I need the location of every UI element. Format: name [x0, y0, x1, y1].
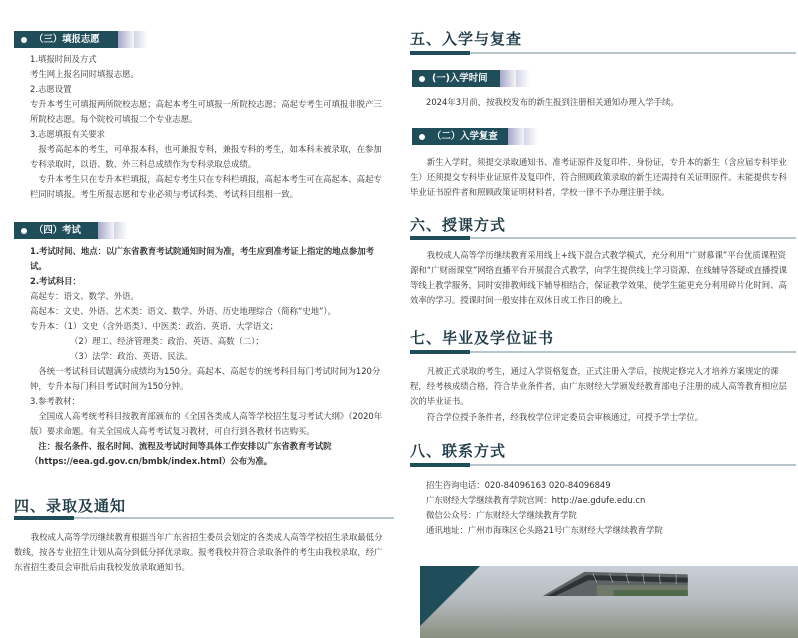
exam-body: [30, 244, 384, 469]
section-divider: [410, 464, 796, 466]
admission-body: 我校成人高等学历继续教育根据当年广东省招生委员会划定的各类成人高等学校招生录取最低分数线，按各专业招生计划从高分到低分择优录取。报考我校并符合录取条件的考生由我校录取，经广东省招生委员会审批后由我校发放录取通知书。: [14, 532, 383, 572]
section-divider: [14, 517, 394, 519]
tag-label: （四）考试: [34, 225, 81, 236]
bullet-dot-icon: [21, 228, 27, 234]
paragraph: 全国成人高考统考科目按教育部颁布的《全国各类成人高等学校招生复习考试大纲》（2020年版）要求命题。有关全国成人高考考试复习教材，可自行到各教材书店购买。: [30, 411, 383, 436]
paragraph: 1.填报时间及方式: [30, 54, 97, 64]
review-body: 新生入学时，须提交录取通知书、准考证原件及复印件、身份证，专升本的新生（含应届专科毕业生）还须提交专科毕业证原件及复印件，符合照顾政策录取的新生还需持有关证明原件。未能提供专科毕业证书原件者和照顾政策证明材料者，学校一律不予办理注册手续。: [410, 157, 787, 197]
paragraph: （2）理工、经济管理类：政治、英语、高数（二）；: [70, 336, 264, 346]
section-tag-review: [412, 128, 538, 145]
section-title-enrollment: 五、入学与复查: [410, 30, 523, 48]
notice-paragraph: 注：报名条件、报名时间、流程及考试时间等具体工作安排以广东省教育考试院（https://eea.gd.gov.cn/bmbk/index.html）公布为准。: [30, 441, 332, 466]
section-divider: [410, 52, 796, 54]
graduation-body: 凡被正式录取的考生，通过入学资格复查，正式注册入学后，按规定修完人才培养方案规定的课程，经考核成绩合格，符合毕业条件者，由广东财经大学颁发经教育部电子注册的成人高等教育相应层次的毕业证书。: [410, 366, 787, 406]
bullet-dot-icon: [21, 37, 27, 43]
teaching-body: 我校成人高等学历继续教育采用线上+线下混合式教学模式，充分利用“广财慕课”平台优质课程资源和“广财雨课堂”网络直播平台开展混合式教学，向学生提供线上学习资源、在线辅导答疑或直播授课等线上教学服务，同时安排教师线下辅导相结合，保证教学效果，使学生能更充分利用碎片化时间、高效率的学习。授课时间一般安排在双休日或工作日的晚上。: [410, 250, 788, 305]
section-title-graduation: 七、毕业及学位证书: [410, 329, 555, 347]
contact-list: [426, 478, 788, 538]
stadium-photo: [420, 566, 798, 638]
paragraph: 3.参考教材：: [30, 396, 80, 406]
section-title-admission: 四、录取及通知: [14, 497, 127, 515]
paragraph: 各统一考试科目试题满分成绩均为150分。高起本、高起专的统考科目每门考试时间为120分钟，专升本每门科目考试时间为150分钟。: [30, 366, 381, 391]
paragraph: 专升本：（1）文史（含外语类）、中医类：政治、英语、大学语文；: [30, 321, 279, 331]
enroll-time-body: 2024年3月前，按我校发布的新生报到注册相关通知办理入学手续。: [426, 97, 679, 107]
paragraph: 专升本考生可填报两所院校志愿；高起本考生可填报一所院校志愿；高起专考生可填报非脱产三所院校志愿。每个院校可填报二个专业志愿。: [30, 99, 382, 124]
paragraph: 高起本：文史、外语、艺术类：语文、数学、外语、历史地理综合（简称“史地”）。: [30, 306, 336, 316]
bullet-dot-icon: [419, 76, 425, 82]
paragraph: 高起专：语文、数学、外语。: [30, 291, 139, 301]
degree-body: 符合学位授予条件者，经我校学位评定委员会审核通过，可授予学士学位。: [426, 412, 704, 422]
paragraph: 考生网上报名同时填报志愿。: [30, 69, 139, 79]
section-title-teaching: 六、授课方式: [410, 216, 507, 234]
tag-label: （二）入学复查: [432, 131, 498, 142]
contact-website: 广东财经大学继续教育学院官网：http://ae.gdufe.edu.cn: [426, 495, 646, 505]
paragraph: 报考高起本的考生，可单报本科，也可兼报专科，兼报专科的考生，如本科未被录取，在参加专科录取时，以语、数、外三科总成绩作为专科录取总成绩。: [30, 144, 382, 169]
section-title-contact: 八、联系方式: [410, 442, 507, 460]
paragraph: 2.考试科目：: [30, 276, 81, 286]
paragraph: 1.考试时间、地点：以广东省教育考试院通知时间为准，考生应到准考证上指定的地点参加考试。: [30, 246, 375, 271]
section-divider: [410, 237, 796, 239]
section-divider: [410, 351, 796, 353]
section-tag-fill-preferences: [14, 31, 148, 48]
tag-label: (一)入学时间: [432, 73, 488, 84]
tag-label: （三）填报志愿: [34, 34, 100, 45]
contact-phone: 招生咨询电话：020-84096163 020-84096849: [426, 480, 611, 490]
section-tag-exam: [14, 222, 128, 239]
paragraph: （3）法学：政治、英语、民法。: [70, 351, 193, 361]
paragraph: 2.志愿设置: [30, 84, 72, 94]
paragraph: 3.志愿填报有关要求: [30, 129, 105, 139]
fill-preferences-body: [30, 52, 384, 202]
paragraph: 专升本考生只在专升本栏填报，高起专考生只在专科栏填报，高起本考生可在高起本、高起专栏同时填报。考生所报志愿和专业必须与考试科类、考试科目组相一致。: [30, 174, 382, 199]
contact-address: 通讯地址：广州市海珠区仑头路21号广东财经大学继续教育学院: [426, 525, 663, 535]
bullet-dot-icon: [419, 134, 425, 140]
section-tag-enroll-time: [412, 70, 530, 87]
contact-wechat: 微信公众号：广东财经大学继续教育学院: [426, 510, 577, 520]
